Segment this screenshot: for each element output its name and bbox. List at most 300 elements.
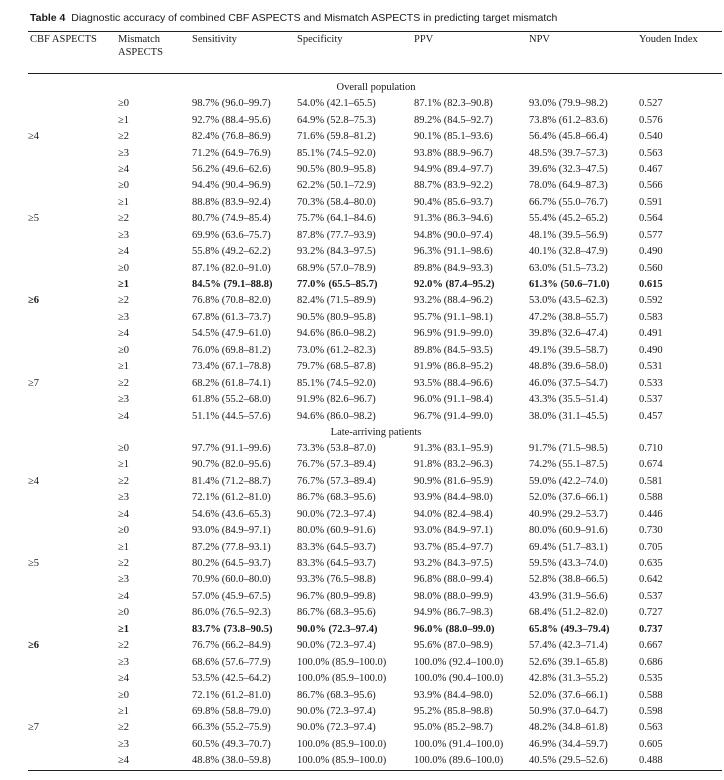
table-row [28,392,722,408]
header-cbf-aspects: CBF ASPECTS [28,32,116,74]
cell-mismatch: ≥2 [118,640,130,652]
cell-cbf-empty [28,572,116,588]
table-row [28,654,722,670]
cell-mismatch: ≥4 [118,328,130,340]
cell-ppv: 96.0% (88.0–99.0) [414,623,495,635]
table-row [28,211,722,227]
cell-sensitivity: 56.2% (49.6–62.6) [192,163,271,175]
cell-ppv: 94.0% (82.4–98.4) [414,508,493,520]
cell-ppv: 95.2% (85.8–98.8) [414,705,493,717]
cell-ppv: 96.0% (91.1–98.4) [414,394,493,406]
cell-npv: 52.6% (39.1–65.8) [529,656,608,668]
table-row [28,457,722,473]
table-row [28,96,722,112]
cell-mismatch: ≥3 [118,147,130,159]
cell-ppv: 96.7% (91.4–99.0) [414,410,493,422]
cell-npv: 91.7% (71.5–98.5) [529,442,608,454]
header-npv: NPV [527,32,637,74]
cell-sensitivity: 76.7% (66.2–84.9) [192,640,271,652]
cell-cbf-empty [28,654,116,670]
cell-npv: 73.8% (61.2–83.6) [529,114,608,126]
cell-specificity: 68.9% (57.0–78.9) [297,262,376,274]
cell-specificity: 70.3% (58.4–80.0) [297,196,376,208]
cell-youden-index: 0.563 [639,722,663,734]
cell-specificity: 90.0% (72.3–97.4) [297,640,376,652]
cell-specificity: 100.0% (85.9–100.0) [297,673,387,685]
table-caption-text: Diagnostic accuracy of combined CBF ASPECTS and Mismatch ASPECTS in predicting target mismatch [71,12,558,24]
cell-ppv: 96.9% (91.9–99.0) [414,328,493,340]
cell-specificity: 73.0% (61.2–82.3) [297,344,376,356]
cell-ppv: 93.2% (84.3–97.5) [414,558,493,570]
cell-sensitivity: 69.8% (58.8–79.0) [192,705,271,717]
cell-specificity: 54.0% (42.1–65.5) [297,98,376,110]
table-row [28,228,722,244]
cell-mismatch: ≥1 [118,459,130,471]
cell-cbf-empty [28,326,116,342]
cell-youden-index: 0.490 [639,344,663,356]
cell-ppv: 91.9% (86.8–95.2) [414,361,493,373]
cell-youden-index: 0.705 [639,541,663,553]
header-mismatch-line1: Mismatch [118,34,160,45]
cell-ppv: 90.1% (85.1–93.6) [414,131,493,143]
table-row [28,720,722,736]
cell-youden-index: 0.605 [639,738,663,750]
cell-sensitivity: 76.8% (70.8–82.0) [192,295,271,307]
cell-npv: 93.0% (79.9–98.2) [529,98,608,110]
cell-cbf-empty [28,228,116,244]
table-row [28,474,722,490]
cell-cbf-aspects: ≥6 [28,640,40,652]
cell-cbf-aspects: ≥7 [28,377,40,389]
cell-npv: 40.5% (29.5–52.6) [527,753,637,770]
table-row [28,572,722,588]
cell-mismatch: ≥1 [118,279,130,291]
cell-specificity: 73.3% (53.8–87.0) [297,442,376,454]
cell-ppv: 93.5% (88.4–96.6) [414,377,493,389]
cell-specificity: 94.6% (86.0–98.2) [297,410,376,422]
cell-youden-index: 0.446 [639,508,663,520]
table-row [28,687,722,703]
cell-specificity: 90.0% (72.3–97.4) [297,623,378,635]
cell-cbf-empty [28,162,116,178]
cell-npv: 50.9% (37.0–64.7) [529,705,608,717]
cell-mismatch: ≥4 [118,163,130,175]
cell-ppv: 100.0% (91.4–100.0) [414,738,504,750]
cell-cbf-empty [28,753,116,770]
cell-specificity: 75.7% (64.1–84.6) [297,213,376,225]
document [28,12,708,771]
header-ppv: PPV [412,32,527,74]
table-row [28,408,722,424]
cell-sensitivity: 87.1% (82.0–91.0) [192,262,271,274]
header-mismatch-aspects [116,32,190,74]
cell-youden-index: 0.591 [639,196,663,208]
cell-ppv: 95.6% (87.0–98.9) [414,640,493,652]
cell-mismatch: ≥2 [118,475,130,487]
cell-npv: 69.4% (51.7–83.1) [529,541,608,553]
cell-npv: 52.0% (37.6–66.1) [529,492,608,504]
cell-youden-index: 0.564 [639,213,663,225]
cell-mismatch: ≥4 [116,753,190,770]
table-row [28,605,722,621]
cell-youden-index: 0.563 [639,147,663,159]
cell-npv: 46.0% (37.5–54.7) [529,377,608,389]
cell-youden-index: 0.581 [639,475,663,487]
table-row [28,359,722,375]
cell-npv: 56.4% (45.8–66.4) [529,131,608,143]
cell-mismatch: ≥2 [118,131,130,143]
cell-youden-index: 0.583 [639,311,663,323]
cell-ppv: 88.7% (83.9–92.2) [414,180,493,192]
cell-npv: 65.8% (49.3–79.4) [529,623,610,635]
cell-specificity: 85.1% (74.5–92.0) [297,147,376,159]
cell-npv: 80.0% (60.9–91.6) [529,525,608,537]
cell-ppv: 92.0% (87.4–95.2) [414,279,495,291]
cell-npv: 42.8% (31.3–55.2) [529,673,608,685]
cell-npv: 48.2% (34.8–61.8) [529,722,608,734]
cell-sensitivity: 84.5% (79.1–88.8) [192,279,273,291]
cell-youden-index: 0.598 [639,705,663,717]
cell-sensitivity: 72.1% (61.2–81.0) [192,689,271,701]
cell-youden-index: 0.577 [639,229,663,241]
table-row [28,638,722,654]
cell-youden-index: 0.592 [639,295,663,307]
cell-npv: 39.8% (32.6–47.4) [529,328,608,340]
cell-npv: 47.2% (38.8–55.7) [529,311,608,323]
table-row [28,523,722,539]
cell-youden-index: 0.667 [639,640,663,652]
cell-youden-index: 0.588 [639,492,663,504]
cell-cbf-aspects: ≥5 [28,213,40,225]
cell-sensitivity: 68.2% (61.8–74.1) [192,377,271,389]
table-row [28,129,722,145]
table-row [28,343,722,359]
cell-sensitivity: 92.7% (88.4–95.6) [192,114,271,126]
cell-mismatch: ≥4 [118,508,130,520]
cell-cbf-aspects: ≥4 [28,475,40,487]
table-row [28,195,722,211]
cell-ppv: 100.0% (92.4–100.0) [414,656,504,668]
cell-specificity: 100.0% (85.9–100.0) [295,753,412,770]
cell-cbf-empty [28,605,116,621]
cell-npv: 48.8% (39.6–58.0) [529,361,608,373]
cell-ppv: 98.0% (88.0–99.9) [414,590,493,602]
cell-mismatch: ≥3 [118,229,130,241]
table-row [28,293,722,309]
cell-cbf-empty [28,277,116,293]
table-body [28,74,722,771]
cell-specificity: 86.7% (68.3–95.6) [297,607,376,619]
cell-ppv: 87.1% (82.3–90.8) [414,98,493,110]
header-mismatch-line2: ASPECTS [118,47,163,58]
cell-specificity: 93.2% (84.3–97.5) [297,246,376,258]
cell-cbf-empty [28,244,116,260]
cell-mismatch: ≥4 [118,246,130,258]
cell-specificity: 93.3% (76.5–98.8) [297,574,376,586]
cell-ppv: 93.7% (85.4–97.7) [414,541,493,553]
cell-specificity: 83.3% (64.5–93.7) [297,558,376,570]
cell-youden-index: 0.686 [639,656,663,668]
cell-sensitivity: 61.8% (55.2–68.0) [192,394,271,406]
table-row [28,556,722,572]
cell-npv: 40.1% (32.8–47.9) [529,246,608,258]
cell-ppv: 94.9% (86.7–98.3) [414,607,493,619]
cell-npv: 48.5% (39.7–57.3) [529,147,608,159]
table-row [28,244,722,260]
cell-youden-index: 0.730 [639,525,663,537]
cell-mismatch: ≥1 [118,541,130,553]
table-row [28,310,722,326]
cell-specificity: 100.0% (85.9–100.0) [297,738,387,750]
cell-mismatch: ≥3 [118,394,130,406]
table-row [28,671,722,687]
cell-sensitivity: 93.0% (84.9–97.1) [192,525,271,537]
cell-cbf-empty [28,457,116,473]
cell-mismatch: ≥0 [118,98,130,110]
table-row [28,326,722,342]
cell-mismatch: ≥4 [118,590,130,602]
cell-npv: 63.0% (51.5–73.2) [529,262,608,274]
cell-mismatch: ≥2 [118,558,130,570]
cell-cbf-aspects: ≥5 [28,558,40,570]
table-row [28,145,722,161]
cell-npv: 39.6% (32.3–47.5) [529,163,608,175]
cell-mismatch: ≥0 [118,180,130,192]
cell-mismatch: ≥1 [118,196,130,208]
cell-sensitivity: 97.7% (91.1–99.6) [192,442,271,454]
cell-npv: 74.2% (55.1–87.5) [529,459,608,471]
cell-npv: 68.4% (51.2–82.0) [529,607,608,619]
cell-mismatch: ≥0 [118,344,130,356]
cell-youden-index: 0.635 [639,558,663,570]
cell-cbf-empty [28,622,116,638]
cell-specificity: 100.0% (85.9–100.0) [297,656,387,668]
cell-specificity: 90.5% (80.9–95.8) [297,311,376,323]
cell-sensitivity: 48.8% (38.0–59.8) [190,753,295,770]
cell-mismatch: ≥2 [118,213,130,225]
cell-cbf-empty [28,687,116,703]
cell-sensitivity: 80.7% (74.9–85.4) [192,213,271,225]
cell-ppv: 89.8% (84.5–93.5) [414,344,493,356]
cell-youden-index: 0.537 [639,394,663,406]
cell-sensitivity: 73.4% (67.1–78.8) [192,361,271,373]
section-title: Overall population [336,82,416,93]
cell-npv: 61.3% (50.6–71.0) [529,279,610,291]
cell-youden-index: 0.560 [639,262,663,274]
cell-specificity: 86.7% (68.3–95.6) [297,492,376,504]
cell-npv: 46.9% (34.4–59.7) [529,738,608,750]
table-row [28,737,722,753]
cell-sensitivity: 82.4% (76.8–86.9) [192,131,271,143]
cell-ppv: 94.8% (90.0–97.4) [414,229,493,241]
table-row [28,162,722,178]
cell-youden-index: 0.527 [639,98,663,110]
table-row [28,753,722,770]
cell-ppv: 90.4% (85.6–93.7) [414,196,493,208]
cell-sensitivity: 57.0% (45.9–67.5) [192,590,271,602]
cell-youden-index: 0.588 [639,689,663,701]
cell-ppv: 93.9% (84.4–98.0) [414,492,493,504]
cell-specificity: 82.4% (71.5–89.9) [297,295,376,307]
cell-npv: 43.9% (31.9–56.6) [529,590,608,602]
cell-npv: 48.1% (39.5–56.9) [529,229,608,241]
cell-sensitivity: 87.2% (77.8–93.1) [192,541,271,553]
cell-ppv: 93.9% (84.4–98.0) [414,689,493,701]
cell-youden-index: 0.537 [639,590,663,602]
cell-specificity: 71.6% (59.8–81.2) [297,131,376,143]
cell-specificity: 90.0% (72.3–97.4) [297,508,376,520]
cell-youden-index: 0.642 [639,574,663,586]
table-row [28,507,722,523]
cell-cbf-empty [28,507,116,523]
cell-mismatch: ≥2 [118,722,130,734]
cell-specificity: 64.9% (52.8–75.3) [297,114,376,126]
cell-mismatch: ≥3 [118,574,130,586]
cell-youden-index: 0.488 [637,753,722,770]
cell-specificity: 76.7% (57.3–89.4) [297,459,376,471]
table-row [28,277,722,293]
cell-ppv: 91.3% (86.3–94.6) [414,213,493,225]
cell-youden-index: 0.615 [639,279,663,291]
cell-specificity: 80.0% (60.9–91.6) [297,525,376,537]
cell-cbf-empty [28,392,116,408]
cell-mismatch: ≥0 [118,442,130,454]
cell-ppv: 90.9% (81.6–95.9) [414,475,493,487]
table-header [28,32,722,74]
cell-sensitivity: 71.2% (64.9–76.9) [192,147,271,159]
cell-sensitivity: 53.5% (42.5–64.2) [192,673,271,685]
cell-cbf-empty [28,589,116,605]
cell-sensitivity: 83.7% (73.8–90.5) [192,623,273,635]
cell-cbf-empty [28,704,116,720]
cell-sensitivity: 81.4% (71.2–88.7) [192,475,271,487]
cell-sensitivity: 90.7% (82.0–95.6) [192,459,271,471]
cell-mismatch: ≥1 [118,623,130,635]
cell-npv: 66.7% (55.0–76.7) [529,196,608,208]
cell-mismatch: ≥4 [118,673,130,685]
cell-specificity: 90.5% (80.9–95.8) [297,163,376,175]
header-specificity: Specificity [295,32,412,74]
cell-sensitivity: 70.9% (60.0–80.0) [192,574,271,586]
cell-specificity: 76.7% (57.3–89.4) [297,475,376,487]
cell-ppv: 100.0% (89.6–100.0) [412,753,527,770]
cell-youden-index: 0.491 [639,328,663,340]
table-caption [30,12,708,24]
cell-ppv: 96.8% (88.0–99.4) [414,574,493,586]
cell-npv: 78.0% (64.9–87.3) [529,180,608,192]
table-row [28,178,722,194]
cell-sensitivity: 86.0% (76.5–92.3) [192,607,271,619]
cell-specificity: 85.1% (74.5–92.0) [297,377,376,389]
cell-youden-index: 0.737 [639,623,663,635]
cell-youden-index: 0.490 [639,246,663,258]
header-youden-index: Youden Index [637,32,722,74]
cell-npv: 53.0% (43.5–62.3) [529,295,608,307]
cell-sensitivity: 60.5% (49.3–70.7) [192,738,271,750]
cell-sensitivity: 51.1% (44.5–57.6) [192,410,271,422]
cell-youden-index: 0.566 [639,180,663,192]
cell-cbf-empty [28,343,116,359]
cell-sensitivity: 55.8% (49.2–62.2) [192,246,271,258]
cell-npv: 43.3% (35.5–51.4) [529,394,608,406]
cell-sensitivity: 54.6% (43.6–65.3) [192,508,271,520]
cell-mismatch: ≥4 [118,410,130,422]
cell-npv: 38.0% (31.1–45.5) [529,410,608,422]
cell-mismatch: ≥3 [118,738,130,750]
cell-cbf-empty [28,96,116,112]
cell-youden-index: 0.576 [639,114,663,126]
cell-cbf-empty [28,441,116,457]
cell-cbf-empty [28,195,116,211]
cell-cbf-empty [28,490,116,506]
cell-ppv: 89.2% (84.5–92.7) [414,114,493,126]
cell-ppv: 91.8% (83.2–96.3) [414,459,493,471]
cell-cbf-empty [28,359,116,375]
cell-cbf-empty [28,112,116,128]
cell-sensitivity: 80.2% (64.5–93.7) [192,558,271,570]
cell-specificity: 87.8% (77.7–93.9) [297,229,376,241]
table-row [28,112,722,128]
table-caption-label: Table 4 [30,12,66,24]
table-row [28,589,722,605]
cell-specificity: 96.7% (80.9–99.8) [297,590,376,602]
cell-npv: 52.0% (37.6–66.1) [529,689,608,701]
cell-npv: 40.9% (29.2–53.7) [529,508,608,520]
cell-npv: 59.0% (42.2–74.0) [529,475,608,487]
cell-youden-index: 0.533 [639,377,663,389]
cell-youden-index: 0.674 [639,459,663,471]
cell-npv: 55.4% (45.2–65.2) [529,213,608,225]
cell-youden-index: 0.727 [639,607,663,619]
cell-specificity: 94.6% (86.0–98.2) [297,328,376,340]
cell-npv: 59.5% (43.3–74.0) [529,558,608,570]
cell-sensitivity: 67.8% (61.3–73.7) [192,311,271,323]
cell-mismatch: ≥3 [118,492,130,504]
cell-mismatch: ≥1 [118,705,130,717]
cell-sensitivity: 66.3% (55.2–75.9) [192,722,271,734]
cell-youden-index: 0.710 [639,442,663,454]
header-sensitivity: Sensitivity [190,32,295,74]
cell-ppv: 96.3% (91.1–98.6) [414,246,493,258]
cell-youden-index: 0.467 [639,163,663,175]
table-header-row [28,32,722,74]
cell-cbf-empty [28,539,116,555]
cell-ppv: 100.0% (90.4–100.0) [414,673,504,685]
cell-ppv: 95.7% (91.1–98.1) [414,311,493,323]
cell-cbf-aspects: ≥7 [28,722,40,734]
cell-mismatch: ≥2 [118,295,130,307]
cell-mismatch: ≥3 [118,656,130,668]
cell-npv: 57.4% (42.3–71.4) [529,640,608,652]
cell-mismatch: ≥1 [118,114,130,126]
cell-cbf-empty [28,671,116,687]
table-row [28,260,722,276]
cell-ppv: 91.3% (83.1–95.9) [414,442,493,454]
cell-ppv: 94.9% (89.4–97.7) [414,163,493,175]
cell-sensitivity: 68.6% (57.6–77.9) [192,656,271,668]
cell-sensitivity: 72.1% (61.2–81.0) [192,492,271,504]
cell-specificity: 77.0% (65.5–85.7) [297,279,378,291]
cell-mismatch: ≥0 [118,525,130,537]
cell-specificity: 90.0% (72.3–97.4) [297,722,376,734]
cell-ppv: 93.0% (84.9–97.1) [414,525,493,537]
cell-specificity: 79.7% (68.5–87.8) [297,361,376,373]
cell-specificity: 83.3% (64.5–93.7) [297,541,376,553]
cell-sensitivity: 98.7% (96.0–99.7) [192,98,271,110]
cell-sensitivity: 54.5% (47.9–61.0) [192,328,271,340]
cell-youden-index: 0.540 [639,131,663,143]
section-header-row [28,74,722,97]
